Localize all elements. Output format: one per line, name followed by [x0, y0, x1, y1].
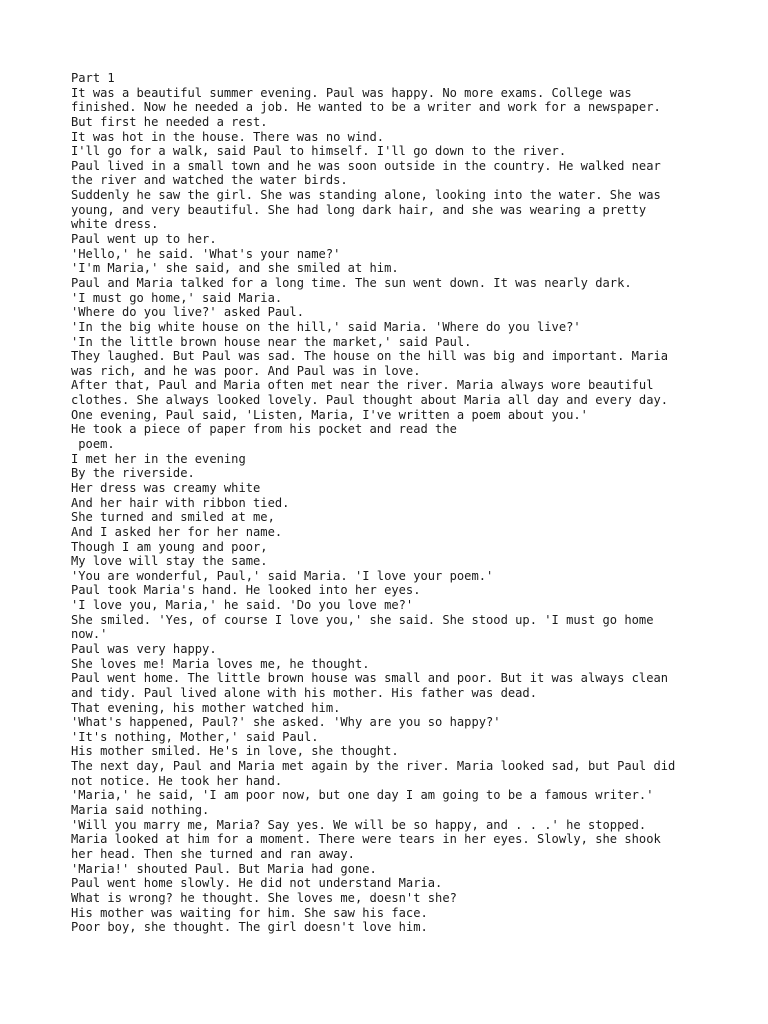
text-line: 'I'm Maria,' she said, and she smiled at him.: [71, 261, 399, 276]
text-line: He took a piece of paper from his pocket and read the: [71, 422, 457, 437]
text-line: 'Hello,' he said. 'What's your name?': [71, 246, 341, 261]
text-line: Paul went up to her.: [71, 232, 217, 247]
text-line: 'In the big white house on the hill,' said Maria. 'Where do you live?': [71, 319, 581, 334]
text-line: My love will stay the same.: [71, 554, 268, 569]
text-line: Maria looked at him for a moment. There were tears in her eyes. Slowly, she shook: [71, 832, 661, 847]
text-line: And I asked her for her name.: [71, 524, 283, 539]
text-line: The next day, Paul and Maria met again by the river. Maria looked sad, but Paul did: [71, 759, 676, 774]
text-line: But first he needed a rest.: [71, 114, 268, 129]
text-line: clothes. She always looked lovely. Paul thought about Maria all day and every day.: [71, 393, 669, 408]
text-line: not notice. He took her hand.: [71, 773, 283, 788]
text-line: Though I am young and poor,: [71, 539, 268, 554]
document-body: [71, 71, 751, 935]
text-line: By the riverside.: [71, 466, 195, 481]
text-line: her head. Then she turned and ran away.: [71, 846, 355, 861]
text-line: and tidy. Paul lived alone with his mother. His father was dead.: [71, 685, 537, 700]
text-line: 'Maria!' shouted Paul. But Maria had gone.: [71, 861, 377, 876]
text-line: Paul and Maria talked for a long time. The sun went down. It was nearly dark.: [71, 275, 632, 290]
text-line: I'll go for a walk, said Paul to himself. I'll go down to the river.: [71, 144, 567, 159]
text-line: And her hair with ribbon tied.: [71, 495, 290, 510]
text-line: His mother smiled. He's in love, she thought.: [71, 744, 399, 759]
text-line: 'Maria,' he said, 'I am poor now, but one day I am going to be a famous writer.': [71, 788, 654, 803]
text-line: 'What's happened, Paul?' she asked. 'Why are you so happy?': [71, 715, 501, 730]
text-line: young, and very beautiful. She had long dark hair, and she was wearing a pretty: [71, 202, 647, 217]
text-line: 'Will you marry me, Maria? Say yes. We will be so happy, and . . .' he stopped.: [71, 817, 647, 832]
text-line: She loves me! Maria loves me, he thought.: [71, 656, 370, 671]
text-line: Maria said nothing.: [71, 803, 210, 818]
text-line: white dress.: [71, 217, 159, 232]
text-line: Poor boy, she thought. The girl doesn't love him.: [71, 920, 428, 935]
text-line: Paul went home slowly. He did not understand Maria.: [71, 876, 443, 891]
text-line: Paul was very happy.: [71, 641, 217, 656]
text-line: poem.: [71, 437, 115, 452]
text-line: 'In the little brown house near the market,' said Paul.: [71, 334, 472, 349]
text-line: Suddenly he saw the girl. She was standing alone, looking into the water. She was: [71, 188, 661, 203]
text-line: now.': [71, 627, 108, 642]
text-line: 'Where do you live?' asked Paul.: [71, 305, 304, 320]
text-line: That evening, his mother watched him.: [71, 700, 341, 715]
text-line: She smiled. 'Yes, of course I love you,' she said. She stood up. 'I must go home: [71, 612, 654, 627]
text-line: 'I must go home,' said Maria.: [71, 290, 283, 305]
text-line: I met her in the evening: [71, 451, 246, 466]
text-line: One evening, Paul said, 'Listen, Maria, I've written a poem about you.': [71, 407, 588, 422]
text-line: Paul went home. The little brown house was small and poor. But it was always clean: [71, 671, 669, 686]
text-line: 'You are wonderful, Paul,' said Maria. 'I love your poem.': [71, 568, 494, 583]
text-line: Paul took Maria's hand. He looked into her eyes.: [71, 583, 421, 598]
text-line: It was hot in the house. There was no wind.: [71, 129, 385, 144]
text-line: the river and watched the water birds.: [71, 173, 348, 188]
text-line: Her dress was creamy white: [71, 480, 261, 495]
text-line: 'I love you, Maria,' he said. 'Do you love me?': [71, 598, 414, 613]
text-line: She turned and smiled at me,: [71, 510, 275, 525]
text-line: His mother was waiting for him. She saw his face.: [71, 905, 428, 920]
text-line: finished. Now he needed a job. He wanted to be a writer and work for a newspaper.: [71, 100, 661, 115]
text-line: was rich, and he was poor. And Paul was in love.: [71, 363, 421, 378]
text-line: They laughed. But Paul was sad. The house on the hill was big and important. Maria: [71, 349, 669, 364]
text-line: What is wrong? he thought. She loves me, doesn't she?: [71, 890, 457, 905]
chapter-heading: Part 1: [71, 71, 115, 85]
text-line: After that, Paul and Maria often met near the river. Maria always wore beautiful: [71, 378, 654, 393]
text-line: Paul lived in a small town and he was soon outside in the country. He walked near: [71, 158, 661, 173]
text-line: 'It's nothing, Mother,' said Paul.: [71, 729, 319, 744]
text-line: It was a beautiful summer evening. Paul was happy. No more exams. College was: [71, 85, 632, 100]
